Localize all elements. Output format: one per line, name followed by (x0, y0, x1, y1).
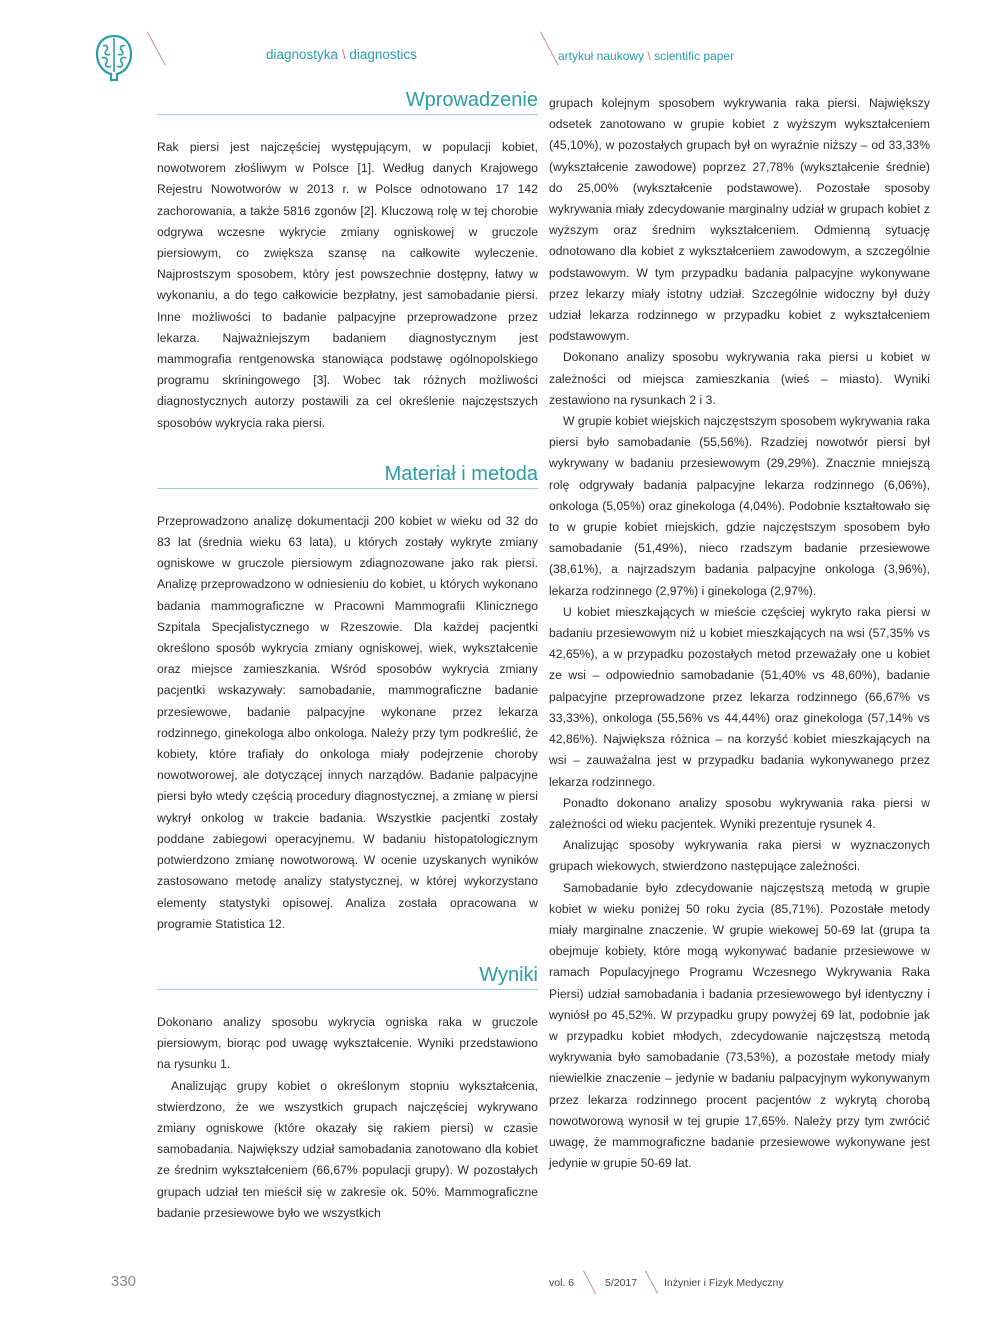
header-separator: \ (644, 49, 655, 63)
section-results (157, 963, 538, 1224)
paragraph: W grupie kobiet wiejskich najczęstszym sposobem wykrywania raka piersi było samobadanie (55,56%). Rzadziej nowotwór piersi był wykrywany w badaniu przesiewowym (29,29%). Znacznie mniejszą rolę odgrywały badania palpacyjne lekarza rodzinnego (6,06%), onkologa (5,05%) oraz ginekologa (4,04%). Podobnie kształtowało się to w grupie kobiet miejskich, gdzie najczęstszym sposobem było samobadanie (51,49%), nieco rzadszym badanie przesiewowe (38,61%), a najrzadszym badania palpacyjne onkologa (3,96%), lekarza rodzinnego (2,97%) i ginekologa (2,97%). (549, 414, 930, 598)
paragraph: Dokonano analizy sposobu wykrycia ogniska raka w gruczole piersiowym, biorąc pod uwagę wykształcenie. Wyniki przedstawiono na rysunku 1. (157, 1014, 538, 1072)
footer-divider (583, 1271, 596, 1294)
paragraph: Rak piersi jest najczęściej występującym, w populacji kobiet, nowotworem złośliwym w Polsce [1]. Według danych Krajowego Rejestru Nowotworów w 2013 r. w Polsce odnotowano 17 142 zachorowania, a także 5816 zgonów [2]. Kluczową rolę w tej chorobie odgrywa wczesne wykrycie zmiany ogniskowej w gruczole piersiowym, co zwiększa szansę na całkowite wyleczenie. Najprostszym sposobem, który jest powszechnie dostępny, łatwy w wykonaniu, a do tego całkowicie bezpłatny, jest samobadanie piersi. Inne możliwości to badanie palpacyjne przeprowadzone przez lekarza. Najważniejszym badaniem diagnostycznym jest mammografia rentgenowska stanowiąca podstawę ogólnopolskiego programu skriningowego [3]. Wobec tak różnych możliwości diagnostycznych autorzy postawili za cel określenie najczęstszych sposobów wykrycia raka piersi. (157, 140, 538, 430)
paragraph: Przeprowadzono analizę dokumentacji 200 kobiet w wieku od 32 do 83 lat (średnia wieku 63 lata), u których zostały wykryte zmiany ogniskowe w gruczole piersiowym zdiagnozowane jako rak piersi. Analizę przeprowadzono w odniesieniu do kobiet, u których wykonano badania mammograficzne w Pracowni Mammografii Klinicznego Szpitala Specjalistycznego w Rzeszowie. Dla każdej pacjentki określono sposób wykrycia zmiany ogniskowej, wiek, wykształcenie oraz miejsce zamieszkania. Wśród sposobów wykrycia zmiany pacjentki wskazywały: samobadanie, mammograficzne badanie przesiewowe, badanie palpacyjne wykonane przez lekarza rodzinnego, ginekologa albo onkologa. Należy przy tym podkreślić, że kobiety, które trafiały do onkologa miały podejrzenie choroby nowotworowej, ale dotyczącej innych narządów. Badanie palpacyjne piersi było wtedy częścią procedury diagnostycznej, a zmianę w piersi wykrył onkolog w trakcie badania. Wszystkie pacjentki zostały poddane zabiegowi operacyjnemu. W badaniu histopatologicznym potwierdzono zmianę nowotworową. W ocenie uzyskanych wyników zastosowano metodę analizy statystycznej, w której wykorzystano elementy statystyki opisowej. Analiza została opracowana w programie Statistica 12. (157, 513, 538, 931)
section-introduction (157, 88, 538, 434)
header-divider-right (540, 32, 559, 66)
paragraph: Samobadanie było zdecydowanie najczęstszą metodą w grupie kobiet w wieku poniżej 50 roku życia (85,71%). Pozostałe metody miały marginalne znaczenie. W grupie wiekowej 50-69 lat (grupa ta obejmuje kobiety, które mogą wykonywać badanie przesiewowe w ramach Populacyjnego Programu Wczesnego Wykrywania Raka Piersi) udział samobadania i badania przesiewowego był identyczny i wyniósł po 45,52%. W przypadku grupy powyżej 69 lat, podobnie jak w przypadku kobiet młodych, zdecydowanie najczęstszą metodą wykrywania było samobadanie (73,53%), a pozostałe metody miały niewielkie znaczenie – jedynie w badaniu palpacyjnym wykonywanym przez lekarza rodzinnego procent pacjentów z wykrytą chorobą nowotworową wynosił w tej grupie 17,65%. Należy przy tym zwrócić uwagę, że mammograficzne badanie przesiewowe wykonywane jest jedynie w grupie 50-69 lat. (549, 880, 930, 1171)
section-title: Wprowadzenie (157, 88, 538, 115)
header-section-label (266, 47, 417, 62)
paragraph: Analizując grupy kobiet o określonym stopniu wykształcenia, stwierdzono, że we wszystkich grupach najczęściej wykrywano zmiany ogniskowe (które okazały się rakiem piersi) w czasie samobadania. Największy udział samobadania zanotowano dla kobiet ze średnim wykształceniem (66,67% populacji grupy). W pozostałych grupach udział ten mieścił się w zakresie ok. 50%. Mammograficzne badanie przesiewowe było we wszystkich (157, 1078, 538, 1220)
section-title: Materiał i metoda (157, 462, 538, 489)
page-number: 330 (111, 1273, 137, 1290)
footer-issue: 5/2017 (605, 1277, 638, 1289)
brain-logo-icon (93, 32, 135, 82)
header-article-type (558, 49, 734, 63)
header-section-en: diagnostics (349, 47, 417, 62)
paragraph: Dokonano analizy sposobu wykrywania raka piersi u kobiet w zależności od miejsca zamieszkania (wieś – miasto). Wyniki zestawiono na rysunkach 2 i 3. (549, 350, 930, 407)
footer-volume: vol. 6 (549, 1277, 575, 1289)
left-column (157, 88, 538, 1224)
footer-divider (645, 1271, 658, 1294)
header-type-en: scientific paper (654, 49, 735, 63)
paragraph: Analizując sposoby wykrywania raka piersi w wyznaczonych grupach wiekowych, stwierdzono następujące zależności. (549, 838, 930, 874)
paragraph: U kobiet mieszkających w mieście częściej wykryto raka piersi w badaniu przesiewowym niż u kobiet mieszkających na wsi (57,35% vs 42,65%), a w przypadku pozostałych metod przeważały one u kobiet ze wsi – odpowiednio samobadanie (51,40% vs 48,60%), badanie palpacyjne przeprowadzone przez lekarza rodzinnego (66,67% vs 33,33%), onkologa (55,56% vs 44,44%) oraz ginekologa (57,14% vs 42,86%). Największa różnica – na korzyść kobiet mieszkających na wsi – zauważalna jest w przypadku badania wykonywanego przez lekarza rodzinnego. (549, 604, 930, 789)
header-divider-left (147, 32, 166, 66)
header-separator: \ (338, 47, 350, 62)
paragraph: Ponadto dokonano analizy sposobu wykrywania raka piersi w zależności od wieku pacjentek. Wyniki prezentuje rysunek 4. (549, 795, 930, 831)
section-title: Wyniki (157, 963, 538, 990)
paragraph: grupach kolejnym sposobem wykrywania raka piersi. Największy odsetek zanotowano w grupie kobiet z wyższym wykształceniem (45,10%), w pozostałych grupach był on wyraźnie niższy – od 33,33% (wykształcenie zawodowe) poprzez 27,78% (wykształcenie średnie) do 25,00% (wykształcenie podstawowe). Pozostałe sposoby wykrywania miały zdecydowanie marginalny udział w grupach kobiet z wyższym oraz średnim wykształceniem. Odmienną sytuację odnotowano dla kobiet z wykształceniem zawodowym, a szczególnie podstawowym. W tym przypadku badania palpacyjne wykonywane przez lekarzy miały istotny udział. Szczególnie widoczny był duży udział lekarza rodzinnego w przypadku kobiet z wykształceniem podstawowym. (549, 96, 930, 344)
header-section-pl: diagnostyka (266, 47, 339, 62)
header-type-pl: artykuł naukowy (558, 49, 645, 63)
right-column (549, 93, 930, 1174)
section-methods (157, 462, 538, 935)
footer-journal: Inżynier i Fizyk Medyczny (664, 1277, 784, 1289)
